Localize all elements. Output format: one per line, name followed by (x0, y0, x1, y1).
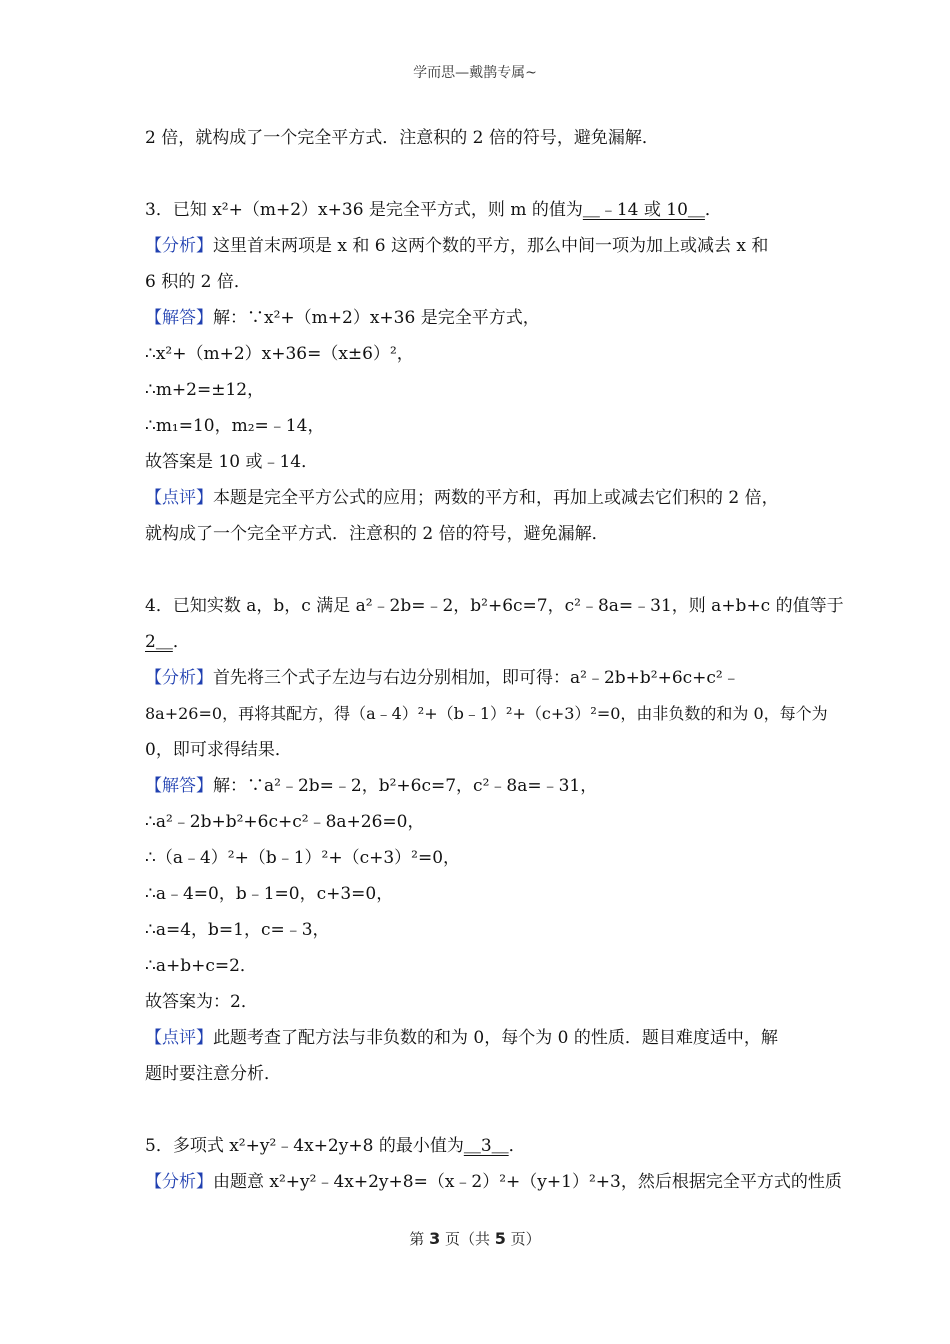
page-header: 学而思—戴鹊专属~ (413, 65, 537, 81)
footer-total-pages: 5 (494, 1229, 506, 1248)
q4-solution-line-1 (145, 768, 810, 804)
q4-end: ． (172, 632, 190, 652)
q4-analysis-1: 首先将三个式子左边与右边分别相加，即可得：a²﹣2b+b²+6c+c²﹣ (213, 668, 740, 688)
q3-comment-line-1 (145, 480, 810, 516)
q5-stem (145, 1128, 810, 1164)
q5-analysis-line-1 (145, 1164, 842, 1200)
q4-analysis-2: 8a+26=0，再将其配方，得（a﹣4）²+（b﹣1）²+（c+3）²=0，由非负数的和为 0，每个为 (145, 704, 828, 723)
analysis-tag: 【分析】 (145, 236, 213, 256)
q5-analysis-1: 由题意 x²+y²﹣4x+2y+8=（x﹣2）²+（y+1）²+3，然后根据完全平方式的性质 (213, 1172, 842, 1192)
solution-tag: 【解答】 (145, 776, 213, 796)
q3-solution-1: 解：∵x²+（m+2）x+36 是完全平方式， (213, 308, 540, 328)
q3-solution-line-1 (145, 300, 810, 336)
q3-stem-text: 3．已知 x²+（m+2）x+36 是完全平方式，则 m 的值为 (145, 200, 583, 220)
q3-solution-2: ∴x²+（m+2）x+36=（x±6）²， (145, 344, 414, 364)
q4-solution-4: ∴a﹣4=0，b﹣1=0，c+3=0， (145, 884, 394, 904)
footer-suffix: 页） (505, 1230, 541, 1248)
q3-analysis-2: 6 积的 2 倍． (145, 272, 251, 292)
q4-solution-2: ∴a²﹣2b+b²+6c+c²﹣8a+26=0， (145, 812, 425, 832)
q4-comment-1: 此题考查了配方法与非负数的和为 0，每个为 0 的性质．题目难度适中，解 (213, 1028, 778, 1048)
q4-solution-6: ∴a+b+c=2． (145, 956, 257, 976)
q4-answer-line (145, 624, 810, 660)
q4-comment-2: 题时要注意分析． (145, 1064, 281, 1084)
comment-tag: 【点评】 (145, 1028, 213, 1048)
spacer (145, 1092, 810, 1128)
q5-stem-text: 5．多项式 x²+y²﹣4x+2y+8 的最小值为 (145, 1136, 464, 1156)
q3-analysis-line-1 (145, 228, 810, 264)
q3-stem (145, 192, 810, 228)
q4-answer: 2＿ (145, 632, 173, 652)
q3-solution-3: ∴m+2=±12， (145, 380, 265, 400)
q3-solution-5: 故答案是 10 或﹣14． (145, 452, 319, 472)
q4-analysis-line-1 (145, 660, 810, 696)
comment-tag: 【点评】 (145, 488, 213, 508)
page-footer (0, 1228, 950, 1249)
q4-solution-5: ∴a=4，b=1，c=﹣3， (145, 920, 330, 940)
footer-page-number: 3 (429, 1229, 441, 1248)
q4-analysis-3: 0，即可求得结果． (145, 740, 292, 760)
spacer (145, 156, 810, 192)
q3-comment-1: 本题是完全平方公式的应用；两数的平方和，再加上或减去它们积的 2 倍， (213, 488, 779, 508)
footer-prefix: 第 (409, 1230, 430, 1248)
q4-solution-7: 故答案为：2． (145, 992, 258, 1012)
q4-comment-line-1 (145, 1020, 810, 1056)
solution-tag: 【解答】 (145, 308, 213, 328)
q3-end: ． (704, 200, 722, 220)
footer-mid: 页（共 (440, 1230, 495, 1248)
q4-solution-3: ∴（a﹣4）²+（b﹣1）²+（c+3）²=0， (145, 848, 461, 868)
q3-solution-4: ∴m₁=10，m₂=﹣14， (145, 416, 325, 436)
q4-solution-1: 解：∵a²﹣2b=﹣2，b²+6c=7，c²﹣8a=﹣31， (213, 776, 598, 796)
q2-tail: 2 倍，就构成了一个完全平方式．注意积的 2 倍的符号，避免漏解． (145, 128, 659, 148)
q3-analysis-1: 这里首末两项是 x 和 6 这两个数的平方，那么中间一项为加上或减去 x 和 (213, 236, 769, 256)
analysis-tag: 【分析】 (145, 668, 213, 688)
q3-comment-2: 就构成了一个完全平方式．注意积的 2 倍的符号，避免漏解． (145, 524, 609, 544)
spacer (145, 552, 810, 588)
q4-stem: 4．已知实数 a，b，c 满足 a²﹣2b=﹣2，b²+6c=7，c²﹣8a=﹣31，则 a+b+c 的值等于 (145, 596, 844, 616)
q3-answer: ＿﹣14 或 10＿ (582, 200, 705, 220)
q5-end: ． (508, 1136, 526, 1156)
q5-answer: ＿3＿ (463, 1136, 509, 1156)
document-body (145, 120, 844, 1200)
analysis-tag: 【分析】 (145, 1172, 213, 1192)
